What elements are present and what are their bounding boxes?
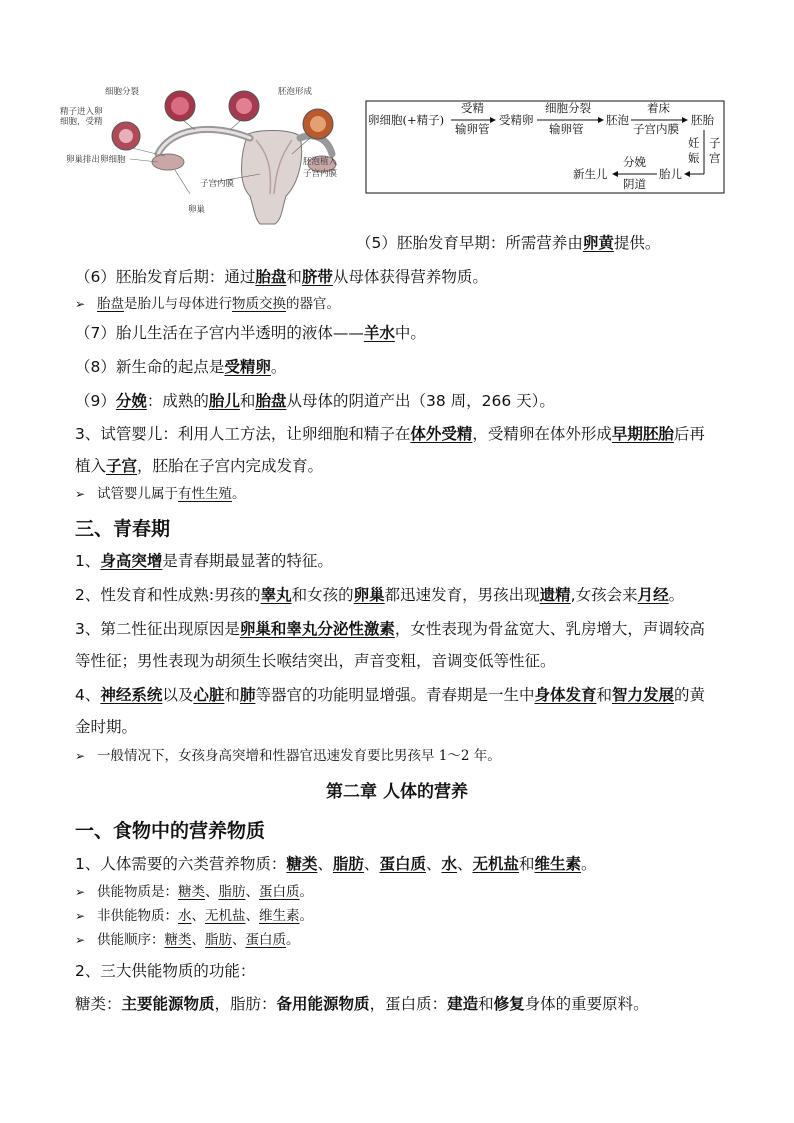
para-7: （7）胎儿生活在子宫内半透明的液体——羊水中。 [75,324,426,342]
note-placenta: ➢ 胎盘是胎儿与母体进行物质交换的器官。 [75,296,340,312]
flow-fertilize-top: 受精 [461,101,484,115]
flow-egg-sperm: 卵细胞(+精子) [368,113,445,127]
puberty-item-2: 2、性发育和性成熟:男孩的睾丸和女孩的卵巢都迅速发育，男孩出现遗精,女孩会来月经。 [75,586,685,604]
flow-embryo: 胚胎 [691,113,714,127]
label-endometrium: 子宫内膜 [200,179,235,189]
arrow-bullet-icon: ➢ [75,933,86,947]
label-ovary: 卵巢 [188,205,206,215]
arrow-bullet-icon: ➢ [75,749,86,763]
flow-uterus-1: 子 [709,136,721,150]
label-fertilization: 细胞，受精 [60,117,103,127]
reproduction-illustration [60,84,350,226]
puberty-item-4-line1: 4、神经系统以及心脏和肺等器官的功能明显增强。青春期是一生中身体发育和智力发展的黄 [75,686,706,704]
flow-zygote: 受精卵 [499,113,534,127]
para-ivf-line2: 植入子宫，胚胎在子宫内完成发育。 [75,457,324,475]
puberty-item-3-line2: 等性征；男性表现为胡须生长喉结突出，声音变粗，音调变低等性征。 [75,652,556,670]
arrow-bullet-icon: ➢ [75,487,86,501]
nutrients-item-1: 1、人体需要的六类营养物质：糖类、脂肪、蛋白质、水、无机盐和维生素。 [75,855,597,873]
label-ovary-release: 卵巢排出卵细胞 [66,155,126,165]
para-9: （9）分娩：成熟的胎儿和胎盘从母体的阴道产出（38 周，266 天）。 [75,392,555,410]
flow-preg-1: 妊 [688,136,700,150]
note-energy-substances: ➢ 供能物质是：糖类、脂肪、蛋白质。 [75,884,313,900]
flow-implant-top: 着床 [647,101,670,115]
chapter-title: 第二章 人体的营养 [326,782,468,802]
arrow-bullet-icon: ➢ [75,297,86,311]
flow-uterus-2: 宫 [709,151,721,165]
nutrients-functions: 糖类：主要能源物质，脂肪：备用能源物质，蛋白质：建造和修复身体的重要原料。 [75,995,649,1013]
flow-blastocyst: 胚泡 [606,113,629,127]
nutrients-item-2: 2、三大供能物质的功能： [75,962,256,980]
flow-birth-top: 分娩 [623,155,646,169]
arrow-bullet-icon: ➢ [75,885,86,899]
para-8: （8）新生命的起点是受精卵。 [75,358,287,376]
label-blastocyst-implant-2: 子宫内膜 [303,169,338,179]
section-heading-nutrients: 一、食物中的营养物质 [75,820,266,842]
flow-fertilize-bottom: 输卵管 [455,122,490,136]
puberty-item-4-line2: 金时期。 [75,718,138,736]
label-blastocyst-implant-1: 胚泡植入 [303,157,338,167]
section-heading-puberty: 三、青春期 [75,518,171,540]
para-5: （5）胚胎发育早期：所需营养由卵黄提供。 [356,234,661,252]
flow-preg-2: 娠 [688,151,700,165]
flow-implant-bottom: 子宫内膜 [633,122,679,136]
para-ivf-line1: 3、试管婴儿：利用人工方法，让卵细胞和精子在体外受精，受精卵在体外形成早期胚胎后再 [75,425,705,443]
label-blastocyst-formed: 胚泡形成 [278,87,313,97]
label-cell-division: 细胞分裂 [105,87,140,97]
puberty-item-3-line1: 3、第二性征出现原因是卵巢和睾丸分泌性激素，女性表现为骨盆宽大、乳房增大，声调较高 [75,620,705,638]
note-ivf: ➢ 试管婴儿属于有性生殖。 [75,486,246,502]
label-sperm-enter: 精子进入卵 [60,107,103,117]
flow-division-bottom: 输卵管 [549,122,584,136]
flow-birth-bottom: 阴道 [623,177,646,191]
note-girls-earlier: ➢ 一般情况下，女孩身高突增和性器官迅速发育要比男孩早 1～2 年。 [75,748,501,764]
flow-newborn: 新生儿 [573,167,608,181]
arrow-bullet-icon: ➢ [75,909,86,923]
development-flowchart [365,100,725,194]
para-6: （6）胚胎发育后期：通过胎盘和脐带从母体获得营养物质。 [75,268,488,286]
puberty-item-1: 1、身高突增是青春期最显著的特征。 [75,552,333,570]
note-non-energy: ➢ 非供能物质：水、无机盐、维生素。 [75,908,313,924]
flow-fetus: 胎儿 [659,167,682,181]
note-energy-order: ➢ 供能顺序：糖类、脂肪、蛋白质。 [75,932,300,948]
flow-division-top: 细胞分裂 [545,101,591,115]
